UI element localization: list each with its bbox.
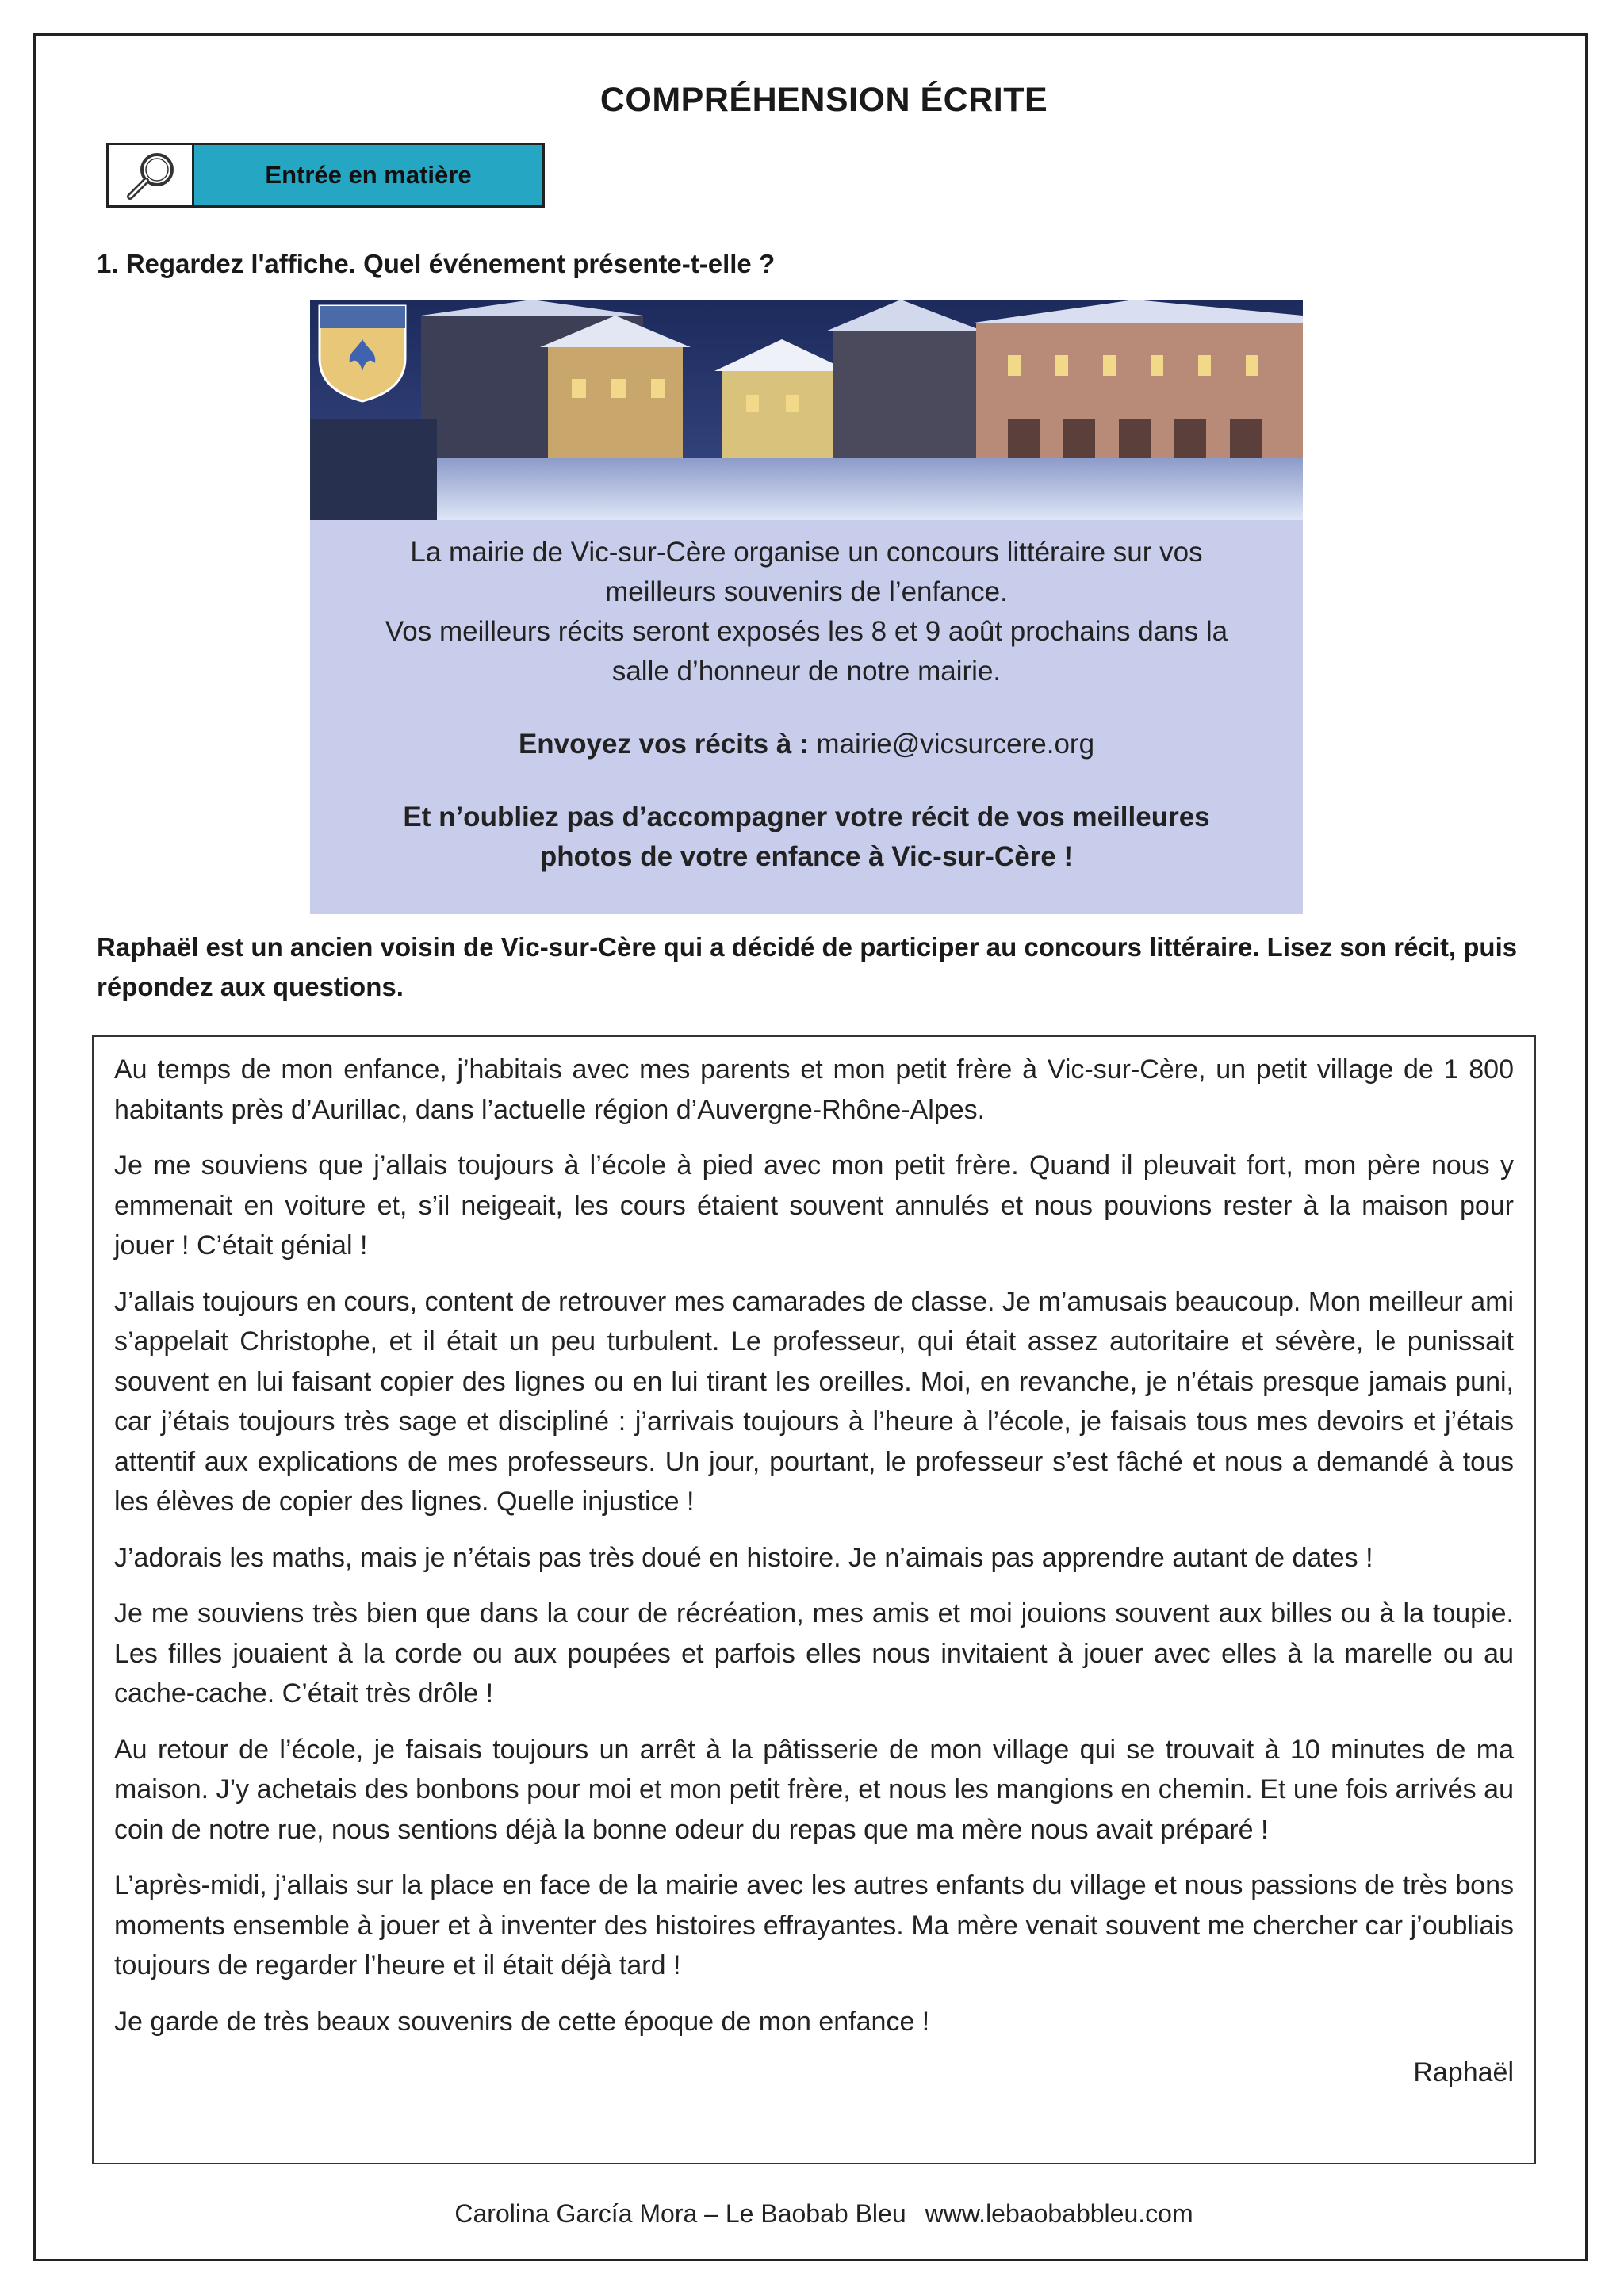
footer-website[interactable]: www.lebaobabbleu.com bbox=[925, 2199, 1193, 2228]
story-paragraph: Je me souviens très bien que dans la cour de récréation, mes amis et moi jouions souvent aux billes ou à la toupie. Les filles jouaient à la corde ou aux poupées et parfois elles nous invitaient à jouer avec elles à la marelle ou au cache-cache. C’était très drôle ! bbox=[114, 1598, 1514, 1709]
send-label: Envoyez vos récits à : bbox=[518, 729, 809, 760]
poster-line: salle d’honneur de notre mairie. bbox=[611, 656, 1002, 687]
village-photo bbox=[310, 300, 1303, 520]
send-email: mairie@vicsurcere.org bbox=[816, 729, 1095, 760]
story-paragraph: Au temps de mon enfance, j’habitais avec mes parents et mon petit frère à Vic-sur-Cère, un petit village de 1 800 habitants près d’Aurillac, dans l’actuelle région d’Auvergne-Rhône-Alpes. bbox=[114, 1054, 1514, 1125]
story-box bbox=[92, 1035, 1536, 2164]
story-paragraph: Je me souviens que j’allais toujours à l’école à pied avec mon petit frère. Quand il pleuvait fort, mon père nous y emmenait en voiture et, s’il neigeait, les cours étaient souvent annulés et nous pouvions rester à la maison pour jouer ! C’était génial ! bbox=[114, 1150, 1514, 1261]
section-badge bbox=[106, 143, 545, 208]
coat-of-arms bbox=[316, 303, 408, 404]
story-paragraph: Au retour de l’école, je faisais toujours un arrêt à la pâtisserie de mon village qui se trouvait à 10 minutes de ma maison. J’y achetais des bonbons pour moi et mon petit frère, et nous les mangions en chemin. Et une fois arrivés au coin de notre rue, nous sentions déjà la bonne odeur du repas que ma mère nous avait préparé ! bbox=[114, 1734, 1514, 1845]
poster-closing-line: photos de votre enfance à Vic-sur-Cère ! bbox=[539, 841, 1074, 872]
poster-line: Vos meilleurs récits seront exposés les 8 et 9 août prochains dans la bbox=[385, 616, 1228, 647]
page-title: COMPRÉHENSION ÉCRITE bbox=[599, 81, 1048, 119]
footer bbox=[0, 2199, 1624, 2229]
story-paragraph: Je garde de très beaux souvenirs de cette époque de mon enfance ! bbox=[114, 2006, 930, 2037]
story-paragraph: J’adorais les maths, mais je n’étais pas très doué en histoire. Je n’aimais pas apprendre autant de dates ! bbox=[114, 1542, 1373, 1573]
footer-author: Carolina García Mora – Le Baobab Bleu bbox=[454, 2199, 906, 2228]
intro-instruction: Raphaël est un ancien voisin de Vic-sur-Cère qui a décidé de participer au concours littéraire. Lisez son récit, puis répondez aux questions. bbox=[97, 932, 1518, 1001]
story-signature: Raphaël bbox=[1413, 2057, 1514, 2087]
story-paragraph: J’allais toujours en cours, content de retrouver mes camarades de classe. Je m’amusais beaucoup. Mon meilleur ami s’appelait Christophe, et il était un peu turbulent. Le professeur, qui était assez autoritaire et sévère, le punissait souvent en lui faisant copier des lignes ou en lui tirant les oreilles. Moi, en revanche, je n’étais presque jamais puni, car j’étais toujours très sage et discipliné : j’arrivais toujours à l’heure à l’école, je faisais tous mes devoirs et j’étais attentif aux explications de mes professeurs. Un jour, pourtant, le professeur s’est fâché et nous a demandé à tous les élèves de copier des lignes. Quelle injustice ! bbox=[114, 1286, 1514, 1517]
magnifier-icon bbox=[109, 145, 194, 205]
poster-send-line bbox=[310, 725, 1303, 764]
poster bbox=[310, 300, 1303, 914]
poster-line: La mairie de Vic-sur-Cère organise un concours littéraire sur vos bbox=[410, 537, 1203, 568]
poster-line: meilleurs souvenirs de l’enfance. bbox=[605, 576, 1008, 607]
poster-text bbox=[310, 520, 1303, 914]
poster-closing-line: Et n’oubliez pas d’accompagner votre récit de vos meilleures bbox=[403, 802, 1210, 832]
story-paragraph: L’après-midi, j’allais sur la place en face de la mairie avec les autres enfants du village et nous passions de très bons moments ensemble à jouer et à inventer des histoires effrayantes. Ma mère venait souvent me chercher car j’oubliais toujours de regarder l’heure et il était déjà tard ! bbox=[114, 1870, 1514, 1980]
badge-label: Entrée en matière bbox=[194, 145, 542, 205]
question-1: 1. Regardez l'affiche. Quel événement présente-t-elle ? bbox=[97, 249, 776, 278]
